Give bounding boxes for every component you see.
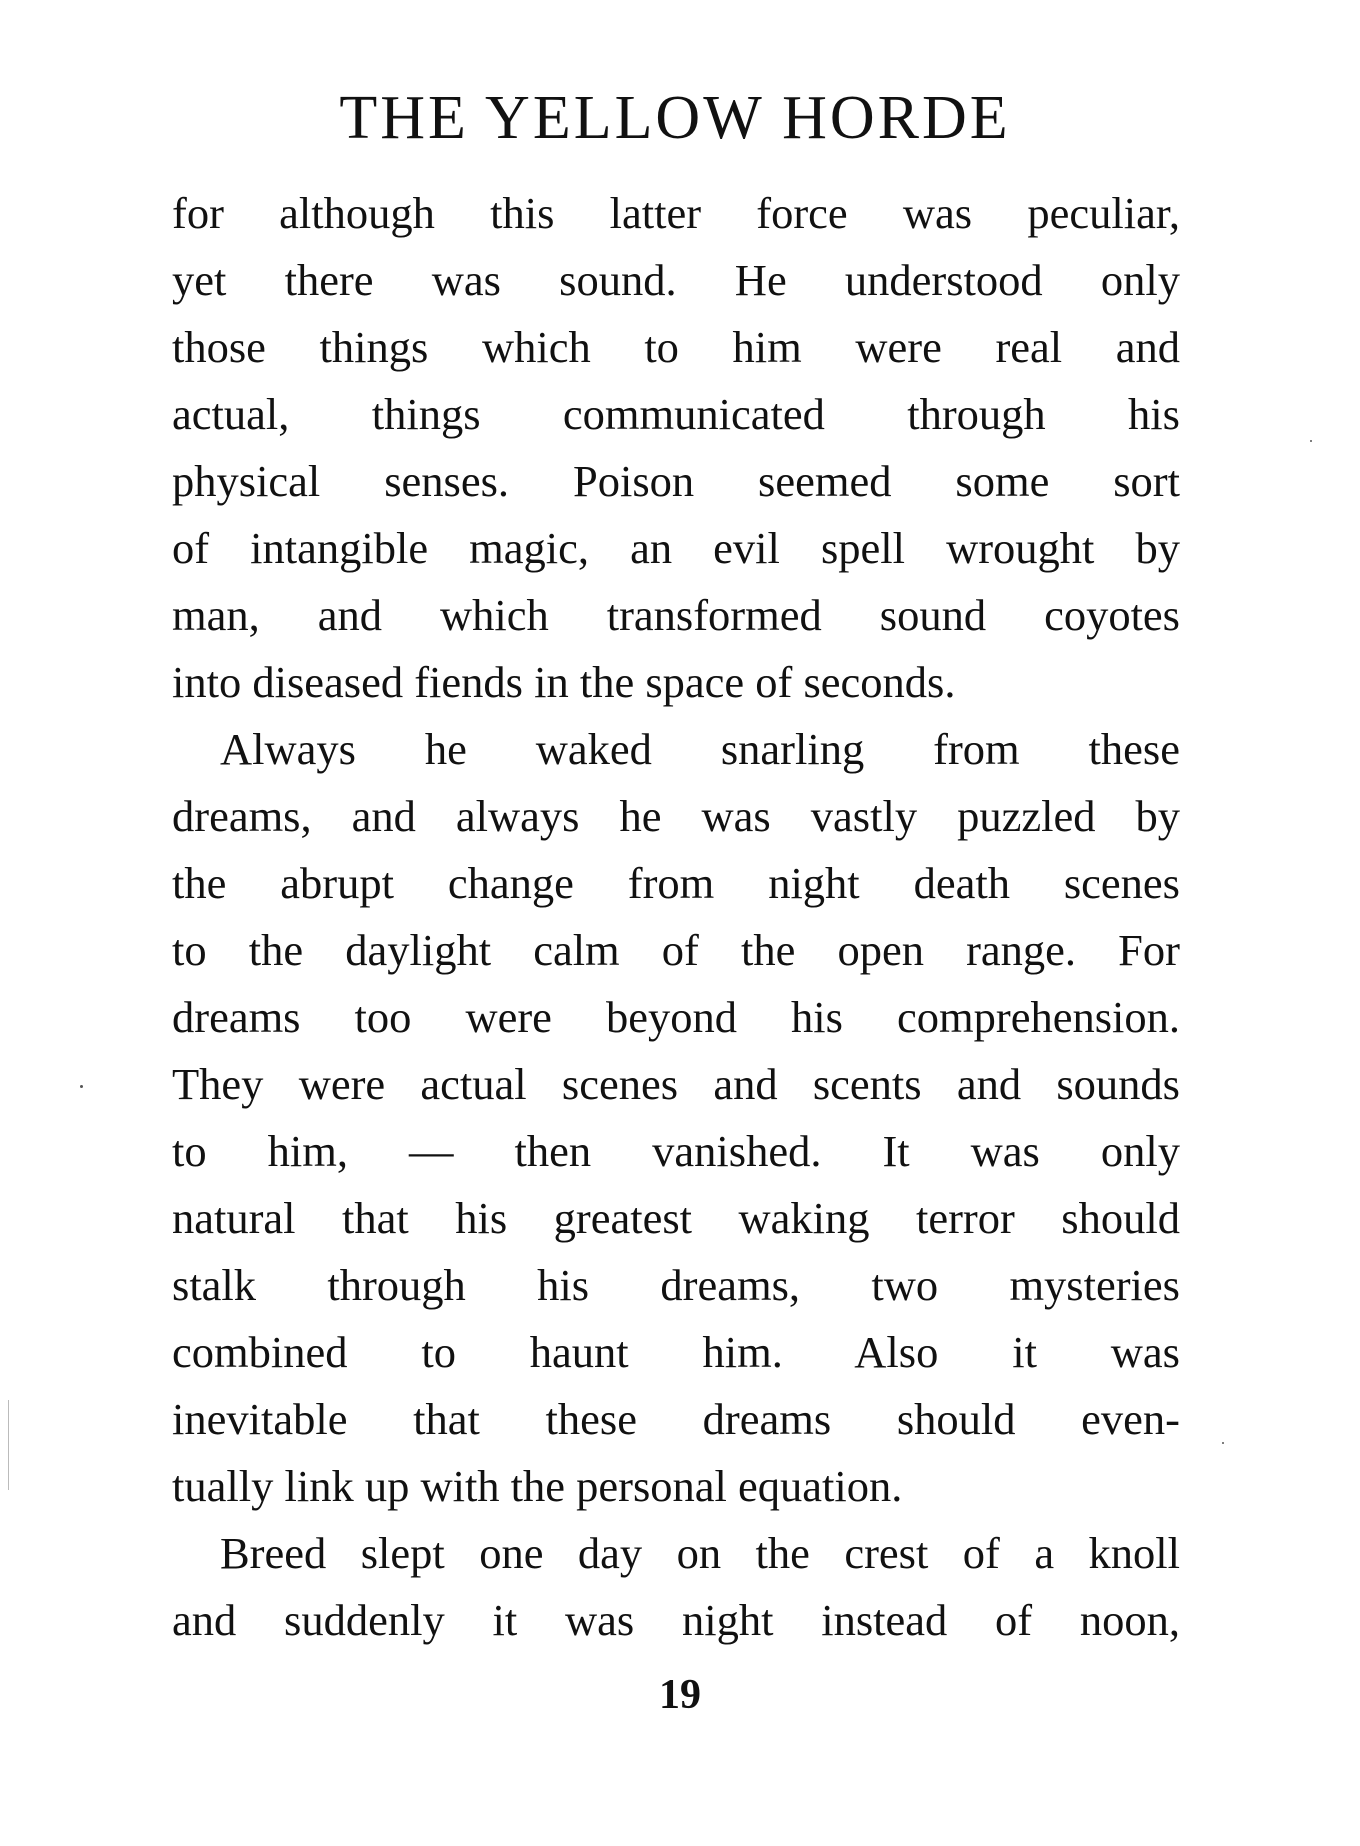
text-line: tually link up with the personal equation. [172,1461,903,1511]
text-line: combined to haunt him. Also it was [172,1327,1180,1377]
text-line: into diseased fiends in the space of seconds. [172,657,956,707]
scan-speck [1222,1442,1224,1444]
scan-speck [1310,440,1312,442]
body-text [172,180,1180,1654]
text-line: and suddenly it was night instead of noon, [172,1595,1180,1645]
text-line: They were actual scenes and scents and sounds [172,1059,1180,1109]
text-line: for although this latter force was peculiar, [172,188,1180,238]
text-line: Breed slept one day on the crest of a knoll [220,1528,1180,1578]
text-line: dreams too were beyond his comprehension. [172,992,1180,1042]
text-line: natural that his greatest waking terror should [172,1193,1180,1243]
text-line: stalk through his dreams, two mysteries [172,1260,1180,1310]
text-line: physical senses. Poison seemed some sort [172,456,1180,506]
text-line: inevitable that these dreams should even- [172,1394,1180,1444]
text-line: the abrupt change from night death scenes [172,858,1180,908]
text-line: to him, — then vanished. It was only [172,1126,1180,1176]
text-line: yet there was sound. He understood only [172,255,1180,305]
text-line: man, and which transformed sound coyotes [172,590,1180,640]
text-line: Always he waked snarling from these [220,724,1180,774]
text-line: to the daylight calm of the open range. For [172,925,1180,975]
text-line: actual, things communicated through his [172,389,1180,439]
text-line: dreams, and always he was vastly puzzled by [172,791,1180,841]
text-line: those things which to him were real and [172,322,1180,372]
page-number: 19 [659,1672,701,1718]
scan-speck [80,1085,83,1088]
scan-speck [8,1400,9,1490]
text-line: of intangible magic, an evil spell wrought by [172,523,1180,573]
running-title: THE YELLOW HORDE [339,84,1011,152]
